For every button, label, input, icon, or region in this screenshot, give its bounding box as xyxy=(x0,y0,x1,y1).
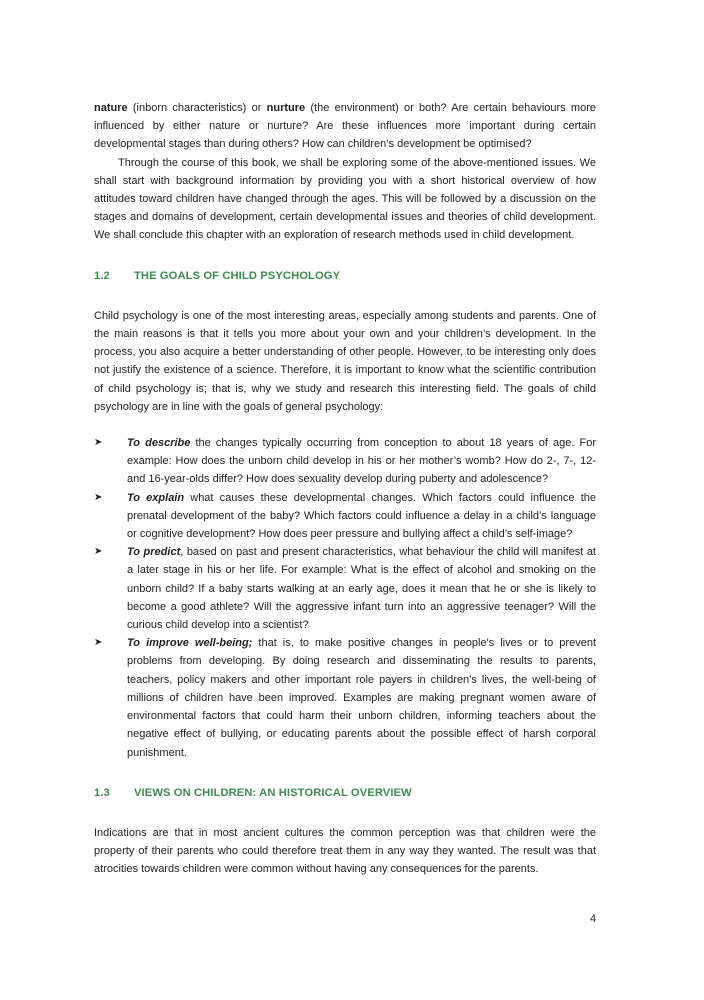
goal-description: that is, to make positive changes in people's lives or to prevent problems from developing. By doing research and disseminating the results to parents, teachers, policy makers and other important role payers in children’s lives, the well-being of millions of children have been improved. Examples are making pregnant women aware of environmental factors that could harm their unborn children, informing teachers about the negative effect of bullying, or educating parents about the possible effect of harsh corporal punishment. xyxy=(127,637,596,759)
goal-term: To describe xyxy=(127,437,191,450)
page-number: 4 xyxy=(590,913,597,925)
section-number: 1.2 xyxy=(94,269,110,282)
intro-paragraph-1 xyxy=(94,99,596,154)
goals-list xyxy=(94,434,596,762)
list-item-text xyxy=(127,489,596,544)
section-title: THE GOALS OF CHILD PSYCHOLOGY xyxy=(134,269,341,282)
arrow-bullet-icon: ➤ xyxy=(94,637,103,649)
section-heading-1-2 xyxy=(94,267,596,285)
intro-text: (inborn characteristics) or xyxy=(127,102,267,114)
arrow-bullet-icon: ➤ xyxy=(94,437,103,449)
list-item xyxy=(94,543,596,634)
intro-paragraph-2: Through the course of this book, we shall be exploring some of the above-mentioned issues. We shall start with background information by providing you with a short historical overview of how attitudes toward children have changed through the ages. This will be followed by a discussion on the stages and domains of development, certain developmental issues and theories of child development. We shall conclude this chapter with an exploration of research methods used in child development. xyxy=(94,156,596,242)
goal-term: To predict xyxy=(127,546,181,559)
goal-description: the changes typically occurring from conception to about 18 years of age. For example: How does the unborn child develop in his or her mother’s womb? How do 2-, 7-, 12- and 16-year-olds differ? How does sexuality develop during puberty and adolescence? xyxy=(127,437,596,486)
list-item xyxy=(94,434,596,489)
list-item-text xyxy=(127,434,596,489)
goal-description: , based on past and present characteristics, what behaviour the child will manifest at a later stage in his or her life. For example: What is the effect of alcohol and smoking on the unborn child? If a baby starts walking at an early age, does it mean that he or she is likely to become a good athlete? Will the aggressive infant turn into an aggressive teenager? Will the curious child develop into a scientist? xyxy=(127,546,596,632)
arrow-bullet-icon: ➤ xyxy=(94,491,103,503)
section-number: 1.3 xyxy=(94,786,110,799)
section-1-2-paragraph: Child psychology is one of the most interesting areas, especially among students and parents. One of the main reasons is that it tells you more about your own and your children’s development. In the process, you also acquire a better understanding of other people. However, to be interesting only does not justify the existence of a science. Therefore, it is important to know what the scientific contribution of child psychology is; that is, why we study and research this interesting field. The goals of child psychology are in line with the goals of general psychology: xyxy=(94,309,596,413)
list-item-text xyxy=(127,634,596,761)
goal-term: To improve well-being; xyxy=(127,637,253,650)
section-1-3-paragraph: Indications are that in most ancient cultures the common perception was that children were the property of their parents who could therefore treat them in any way they wanted. The result was that atrocities towards children were common without having any consequences for the parents. xyxy=(94,826,596,876)
page-content xyxy=(94,99,596,879)
intro-text: (the environment) or both? Are certain behaviours more influenced by either nature or nurture? Are these influences more important during certain developmental stages than during others? How can children’s development be optimised? xyxy=(94,102,596,151)
goal-description: what causes these developmental changes. Which factors could influence the prenatal development of the baby? Which factors could influence a delay in a child’s language or cognitive development? How does peer pressure and bullying affect a child’s self-image? xyxy=(127,491,596,541)
list-item xyxy=(94,489,596,544)
list-item-text xyxy=(127,543,596,634)
term-nature: nature xyxy=(94,102,128,114)
term-nurture: nurture xyxy=(266,102,306,114)
list-item xyxy=(94,634,596,761)
arrow-bullet-icon: ➤ xyxy=(94,546,103,558)
section-title: VIEWS ON CHILDREN: AN HISTORICAL OVERVIEW xyxy=(134,786,412,799)
goal-term: To explain xyxy=(127,491,185,504)
section-heading-1-3 xyxy=(94,784,596,802)
